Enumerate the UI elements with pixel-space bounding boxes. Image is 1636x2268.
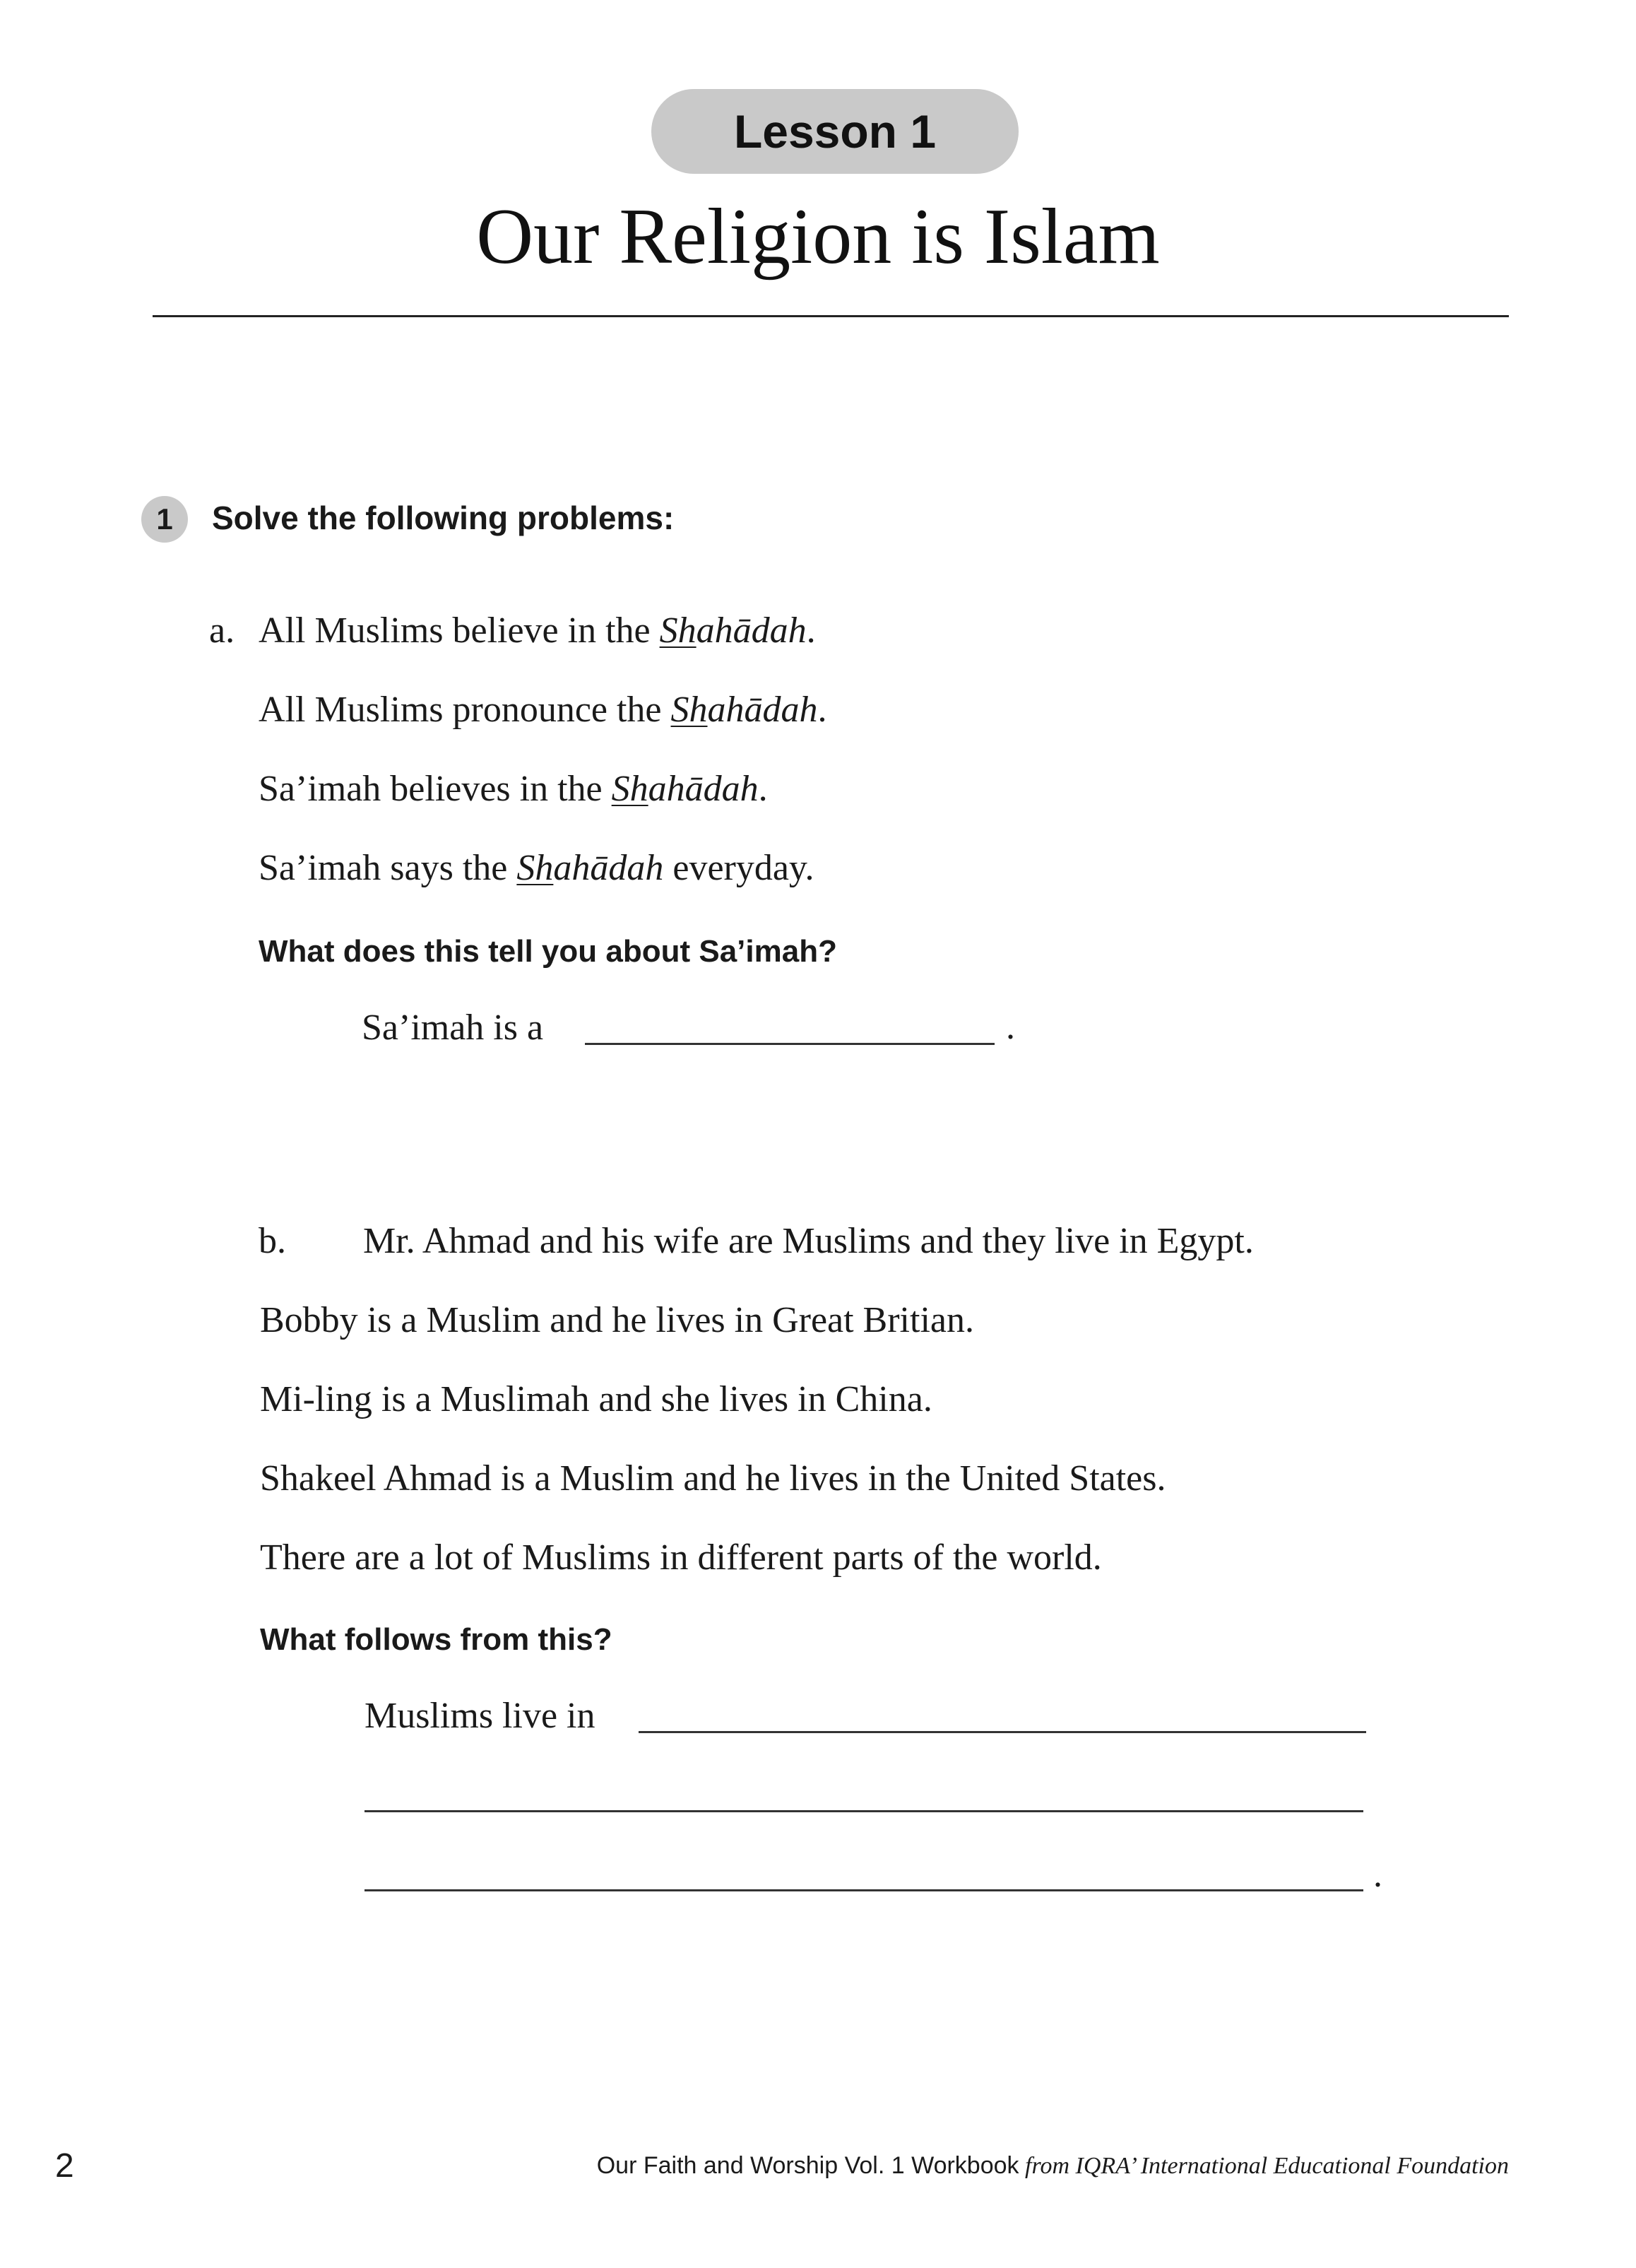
line-end: . [806,610,816,651]
part-b-line-5: There are a lot of Muslims in different parts of the world. [260,1537,1102,1578]
part-a-answer-prompt: Sa’imah is a [362,1008,544,1048]
term-shahadah [612,769,759,809]
term-rest: ahādah [707,690,818,730]
part-b-answer-blank-1[interactable] [639,1731,1366,1733]
part-a-label: a. [209,610,235,651]
part-a-line-4 [259,846,814,890]
part-b-answer-blank-3[interactable] [364,1889,1363,1891]
page-number: 2 [55,2147,74,2185]
part-a-answer-end: . [1006,1007,1015,1047]
part-b-line-1: Mr. Ahmad and his wife are Muslims and they live in Egypt. [363,1221,1254,1261]
part-a-line-2 [259,688,827,732]
part-b-line-4: Shakeel Ahmad is a Muslim and he lives in the United States. [260,1458,1166,1499]
line-text: All Muslims believe in the [259,610,660,651]
lesson-badge [651,89,1019,174]
term-rest: ahādah [648,769,759,809]
term-rest: ahādah [696,610,807,651]
part-a-line-1 [259,609,816,653]
part-b-question: What follows from this? [260,1622,612,1657]
footer-book-title: Our Faith and Worship Vol. 1 Workbook [596,2152,1019,2179]
part-b-label: b. [259,1221,286,1261]
footer-credit [597,2152,1509,2180]
footer-publisher: from IQRA’ International Educational Foundation [1025,2153,1509,2179]
part-b-line-3: Mi-ling is a Muslimah and she lives in China. [260,1379,932,1419]
page-title: Our Religion is Islam [476,193,1160,280]
part-b-answer-end: . [1373,1855,1382,1895]
exercise-number: 1 [156,502,173,536]
line-end: everyday. [663,848,814,888]
exercise-instruction: Solve the following problems: [212,500,675,536]
part-b-answer-prompt: Muslims live in [364,1696,595,1736]
part-b-line-2: Bobby is a Muslim and he lives in Great Britian. [260,1300,974,1340]
part-b-answer-blank-2[interactable] [364,1810,1363,1812]
part-a-question: What does this tell you about Sa’imah? [259,934,837,969]
line-text: Sa’imah believes in the [259,769,612,809]
term-shahadah [516,848,663,888]
line-text: All Muslims pronounce the [259,690,671,730]
term-underlined: Sh [516,848,554,888]
term-underlined: Sh [670,690,708,730]
term-underlined: Sh [659,610,697,651]
line-text: Sa’imah says the [259,848,517,888]
exercise-number-badge [141,496,188,543]
term-shahadah [660,610,807,651]
part-a-line-3 [259,767,768,811]
lesson-label: Lesson 1 [733,105,937,158]
term-underlined: Sh [611,769,648,809]
term-shahadah [671,690,818,730]
title-divider [153,315,1509,317]
term-rest: ahādah [553,848,664,888]
line-end: . [758,769,768,809]
line-end: . [817,690,827,730]
part-a-answer-blank[interactable] [585,1043,995,1045]
